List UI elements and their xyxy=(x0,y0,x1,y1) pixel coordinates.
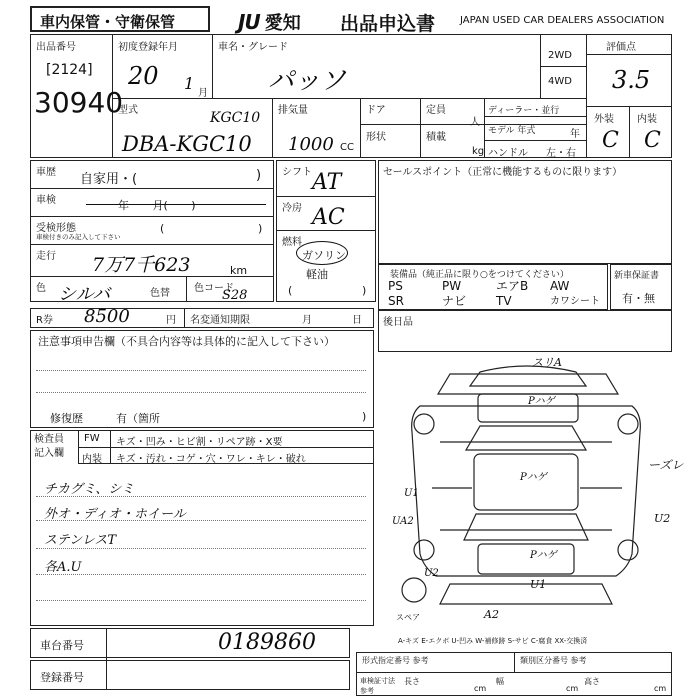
displacement-label: 排気量 xyxy=(278,105,308,116)
handle-options: 左・右 xyxy=(546,148,576,159)
height-unit: cm xyxy=(654,684,667,693)
inspector-note-2: 外オ・ディオ・ホイール xyxy=(44,507,186,522)
sales-point-label: セールスポイント（正常に機能するものに限ります） xyxy=(383,167,623,178)
car-diagram xyxy=(380,354,672,622)
mileage-unit: km xyxy=(230,264,248,277)
notification-label: 名変通知期限 xyxy=(190,315,250,326)
history-label: 車歴 xyxy=(36,167,56,178)
exterior-label: 外装 xyxy=(594,114,614,125)
length-unit: cm xyxy=(474,684,487,693)
score-value: 3.5 xyxy=(612,66,651,94)
inspector-label: 検査員 記入欄 xyxy=(34,434,64,459)
english-title: JAPAN USED CAR DEALERS ASSOCIATION xyxy=(460,15,665,26)
recycle-unit: 円 xyxy=(166,315,176,326)
equip-tv: TV xyxy=(496,294,512,308)
repair-label: 修復歴 xyxy=(50,412,83,425)
drive-4wd: 4WD xyxy=(548,76,572,87)
inspector-row1: キズ・凹み・ヒビ割・リペア跡・X要 xyxy=(116,437,283,448)
ju-logo xyxy=(238,9,301,35)
equip-navi: ナビ xyxy=(442,294,467,308)
mileage-value: 7万7千623 xyxy=(92,254,191,276)
equipment-label: 装備品（純正品に限り○をつけてください） xyxy=(390,270,569,280)
ju-logo-mark: JU xyxy=(238,10,260,34)
ruibetsu-label: 類別区分番号 参考 xyxy=(520,656,587,665)
width-unit: cm xyxy=(566,684,579,693)
notes-label: 注意事項申告欄（不具合内容等は具体的に記入して下さい） xyxy=(38,335,335,348)
equip-ps: PS xyxy=(388,279,403,293)
spare-label: スペア xyxy=(396,613,420,622)
lot-sub-number: [2124] xyxy=(46,62,93,78)
fuel-label: 燃料 xyxy=(282,237,302,248)
displacement-value: 1000 xyxy=(288,134,334,155)
doors-label: ドア xyxy=(366,105,386,116)
model-year-label: モデル 年式 xyxy=(488,126,536,136)
history-value: 自家用・( xyxy=(80,172,138,187)
diagram-mark-left-rear: UA2 xyxy=(392,516,414,527)
exterior-value: C xyxy=(602,128,619,153)
notification-day: 日 xyxy=(352,315,362,326)
damage-legend: A-キズ E-エクボ U-凹み W-補修跡 S-サビ C-腐食 XX-交換済 xyxy=(398,637,588,645)
ac-label: 冷房 xyxy=(282,203,302,214)
color-code: S28 xyxy=(222,288,248,303)
diagram-mark-left-front: U1 xyxy=(404,488,419,499)
fuel-diesel: 軽油 xyxy=(306,268,328,281)
notification-month: 月 xyxy=(302,315,312,326)
shape-label: 形状 xyxy=(366,132,386,143)
form-title: 出品申込書 xyxy=(340,13,436,35)
receiving-note: 車検付きのみ記入して下さい xyxy=(36,233,121,241)
dealer-label: ディーラー・並行 xyxy=(488,106,560,116)
shift-label: シフト xyxy=(282,167,312,178)
ju-logo-text: 愛知 xyxy=(264,13,301,34)
inspector-row2: キズ・汚れ・コゲ・穴・ワレ・キレ・破れ xyxy=(116,454,306,465)
later-docs-box xyxy=(378,310,672,352)
repair-close: ) xyxy=(362,410,367,423)
shift-value: AT xyxy=(312,170,342,195)
equipment-grid xyxy=(388,279,604,309)
color-change-label: 色替 xyxy=(150,288,170,299)
plate-label: 登録番号 xyxy=(40,671,84,684)
diagram-mark-rear-u1: U1 xyxy=(530,578,547,591)
inspection-label: 車検 xyxy=(36,195,56,206)
diagram-mark-rear-left-u2: U2 xyxy=(424,568,439,579)
inspector-note-3: ステンレスT xyxy=(44,533,117,548)
size-label: 車検証寸法 参考 xyxy=(360,677,395,695)
new-warranty-options: 有・無 xyxy=(622,292,655,305)
inspector-note-4: 各A.U xyxy=(44,560,82,575)
history-close: ) xyxy=(256,168,262,183)
diagram-mark-bumper-front: スリA xyxy=(532,356,562,369)
year-unit: 年 xyxy=(570,129,580,140)
chassis-label: 車台番号 xyxy=(40,639,84,652)
diagram-mark-trunk: Pハゲ xyxy=(530,550,557,561)
recycle-label: R券 xyxy=(36,315,53,326)
color-value: シルバ xyxy=(58,284,111,305)
storage-stamp-box xyxy=(30,6,210,32)
equip-airbag: エアB xyxy=(496,279,529,293)
interior-value: C xyxy=(644,128,661,153)
repair-value: 有（箇所 xyxy=(116,412,160,425)
handle-label: ハンドル xyxy=(488,148,528,159)
car-name-label: 車名・グレード xyxy=(218,42,288,53)
registration-label: 初度登録年月 xyxy=(118,42,178,53)
diagram-mark-right-front: ーズレ xyxy=(648,458,684,472)
score-label: 評価点 xyxy=(606,42,636,53)
inspector-note-1: チカグミ、シミ xyxy=(44,482,135,497)
equip-pw: PW xyxy=(442,279,462,293)
inspector-row1-tag: FW xyxy=(84,433,100,444)
gasoline-circle xyxy=(296,241,348,265)
inspection-value: 年 月( ) xyxy=(118,199,196,212)
length-label: 長さ xyxy=(404,677,420,686)
ac-value: AC xyxy=(312,205,345,230)
load-label: 積載 xyxy=(426,132,446,143)
car-name-value: パッソ xyxy=(268,66,347,96)
interior-label: 内装 xyxy=(637,114,657,125)
receiving-label: 受検形態 xyxy=(36,223,76,234)
color-label: 色 xyxy=(36,283,46,294)
drive-2wd: 2WD xyxy=(548,50,572,61)
model-full: DBA-KGC10 xyxy=(122,132,252,156)
load-unit: kg xyxy=(472,146,485,157)
height-label: 高さ xyxy=(584,677,600,686)
capacity-unit: 人 xyxy=(470,117,480,128)
recycle-value: 8500 xyxy=(84,306,130,327)
katashiki-label: 形式指定番号 参考 xyxy=(362,656,429,665)
registration-year: 20 xyxy=(128,62,159,90)
equip-aw: AW xyxy=(550,279,570,293)
later-docs-label: 後日品 xyxy=(383,317,413,328)
diagram-mark-roof: Pハゲ xyxy=(520,472,547,483)
model-label: 型式 xyxy=(118,105,138,116)
capacity-label: 定員 xyxy=(426,105,446,116)
registration-month: 1 xyxy=(184,74,195,93)
fuel-gasoline: ガソリン xyxy=(302,249,346,262)
equip-leather-seat: カワシート xyxy=(550,296,600,307)
lot-number: 30940 xyxy=(34,86,124,119)
width-label: 幅 xyxy=(496,677,504,686)
registration-month-label: 月 xyxy=(198,88,208,99)
diagram-mark-rear-bumper: A2 xyxy=(484,608,499,621)
diagram-mark-hood: Pハゲ xyxy=(528,396,555,407)
displacement-unit: CC xyxy=(340,142,354,153)
color-code-label: 色コード xyxy=(194,283,234,294)
chassis-value: 0189860 xyxy=(218,630,316,655)
model-code: KGC10 xyxy=(210,110,261,126)
inspector-row2-tag: 内装 xyxy=(82,454,102,465)
lot-label: 出品番号 xyxy=(36,42,76,53)
diagram-mark-right-rear: U2 xyxy=(654,512,671,525)
mileage-label: 走行 xyxy=(36,251,56,262)
storage-stamp: 車内保管・守衛保管 xyxy=(40,13,176,31)
new-warranty-label: 新車保証書 xyxy=(614,271,660,281)
equip-sr: SR xyxy=(388,294,404,308)
